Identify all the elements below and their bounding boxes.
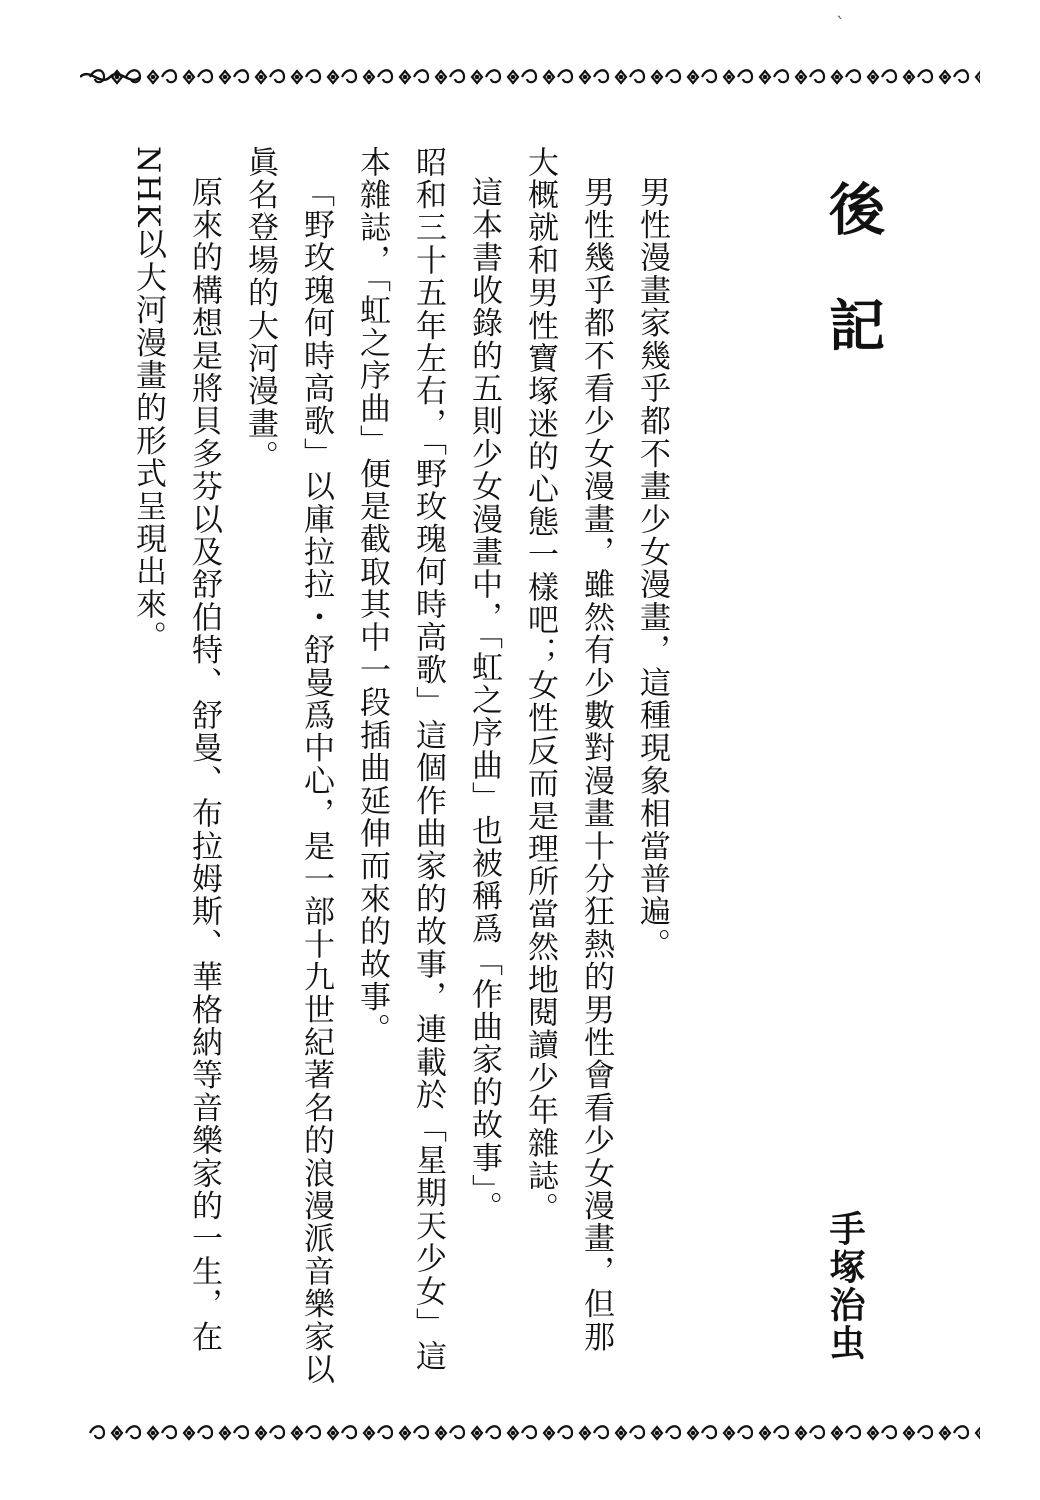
border-dot [872,76,874,78]
border-curl [918,1426,932,1438]
border-curl [90,1426,104,1438]
border-curl [522,70,536,82]
border-dot [476,76,478,78]
border-curl [306,70,320,82]
border-dot [440,76,442,78]
border-curl [162,1426,176,1438]
border-dot [764,1432,766,1434]
border-dot [476,1432,478,1434]
border-dot [512,1432,514,1434]
border-curl [630,70,644,82]
border-dot [332,76,334,78]
border-curl [666,70,680,82]
paragraph-3: 這本書收錄的五則少女漫畫中，「虹之序曲」也被稱爲「作曲家的故事」。 [466,176,502,1225]
border-curl [594,1426,608,1438]
border-curl [522,1426,536,1438]
border-dot [548,1432,550,1434]
border-curl [270,1426,284,1438]
border-dot [620,1432,622,1434]
page-title: 後記 [820,180,885,412]
border-dot [224,76,226,78]
border-dot [872,1432,874,1434]
border-curl [450,70,464,82]
page-mark: ` [836,14,845,35]
border-curl [702,1426,716,1438]
border-dot [368,76,370,78]
border-dot [440,1432,442,1434]
border-dot [764,76,766,78]
border-dot [944,76,946,78]
border-dot [692,76,694,78]
border-dot [692,1432,694,1434]
border-dot [332,1432,334,1434]
afterword-body [80,112,680,1412]
border-curl [774,70,788,82]
border-dot [800,1432,802,1434]
border-curl [630,1426,644,1438]
border-dot [656,1432,658,1434]
paragraph-3-cont-a: 昭和三十五年左右，「野玫瑰何時高歌」這個作曲家的故事，連載於「星期天少女」這 [410,146,446,1374]
border-dot [296,76,298,78]
border-curl [126,1426,140,1438]
paragraph-2-cont: 大概就和男性寶塚迷的心態一樣吧；女性反而是理所當然地閱讀少年雜誌。 [522,146,558,1226]
border-curl [666,1426,680,1438]
border-dot [548,76,550,78]
border-dot [584,76,586,78]
border-curl [846,70,860,82]
border-curl [702,70,716,82]
border-dot [296,1432,298,1434]
border-curl [198,1426,212,1438]
border-curl [342,70,356,82]
border-dot [656,76,658,78]
paragraph-2: 男性幾乎都不看少女漫畫，雖然有少數對漫畫十分狂熱的男性會看少女漫畫，但那 [578,176,614,1354]
paragraph-5: 原來的構想是將貝多芬以及舒伯特、舒曼、布拉姆斯、華格納等音樂家的一生，在 [186,176,222,1354]
border-curl [774,1426,788,1438]
top-ornamental-border [80,62,980,92]
paragraph-1: 男性漫畫家幾乎都不畫少女漫畫，這種現象相當普遍。 [634,176,670,961]
border-curl [342,1426,356,1438]
border-curl [378,1426,392,1438]
border-dot [260,1432,262,1434]
border-curl [558,70,572,82]
border-dot [800,76,802,78]
border-dot [224,1432,226,1434]
border-dot [584,1432,586,1434]
border-curl [954,70,968,82]
paragraph-4: 「野玫瑰何時高歌」以庫拉拉・舒曼爲中心，是一部十九世紀著名的浪漫派音樂家以 [298,176,334,1386]
border-dot [620,76,622,78]
border-curl [558,1426,572,1438]
border-dot [116,1432,118,1434]
border-curl [198,70,212,82]
border-dot [188,76,190,78]
border-curl [162,70,176,82]
border-curl [234,70,248,82]
border-dot [152,76,154,78]
border-curl [846,1426,860,1438]
border-curl [306,1426,320,1438]
border-dot [836,76,838,78]
border-curl [378,70,392,82]
border-curl [918,70,932,82]
paragraph-3-cont-b: 本雜誌，「虹之序曲」便是截取其中一段插曲延伸而來的故事。 [354,146,390,1047]
border-curl [738,1426,752,1438]
border-dot [512,76,514,78]
border-curl [954,1426,968,1438]
border-dot [908,1432,910,1434]
border-dot [188,1432,190,1434]
border-dot [944,1432,946,1434]
border-curl [594,70,608,82]
border-curl [486,1426,500,1438]
border-dot [908,76,910,78]
border-curl [882,70,896,82]
paragraph-4-cont: 眞名登場的大河漫畫。 [242,146,278,473]
border-curl [234,1426,248,1438]
border-dot [836,1432,838,1434]
bottom-ornamental-border [80,1418,980,1448]
paragraph-5-cont: NHK以大河漫畫的形式呈現出來。 [130,146,166,654]
border-curl [450,1426,464,1438]
border-curl [738,70,752,82]
border-curl [810,70,824,82]
border-dot [728,76,730,78]
border-curl [414,1426,428,1438]
border-dot [260,76,262,78]
border-dot [404,76,406,78]
border-curl [810,1426,824,1438]
border-dot [368,1432,370,1434]
border-dot [728,1432,730,1434]
author-name: 手塚治虫 [824,1210,865,1362]
border-dot [404,1432,406,1434]
border-dot [152,1432,154,1434]
border-dot [116,76,118,78]
border-curl [414,70,428,82]
border-curl [882,1426,896,1438]
border-curl [486,70,500,82]
border-curl [270,70,284,82]
